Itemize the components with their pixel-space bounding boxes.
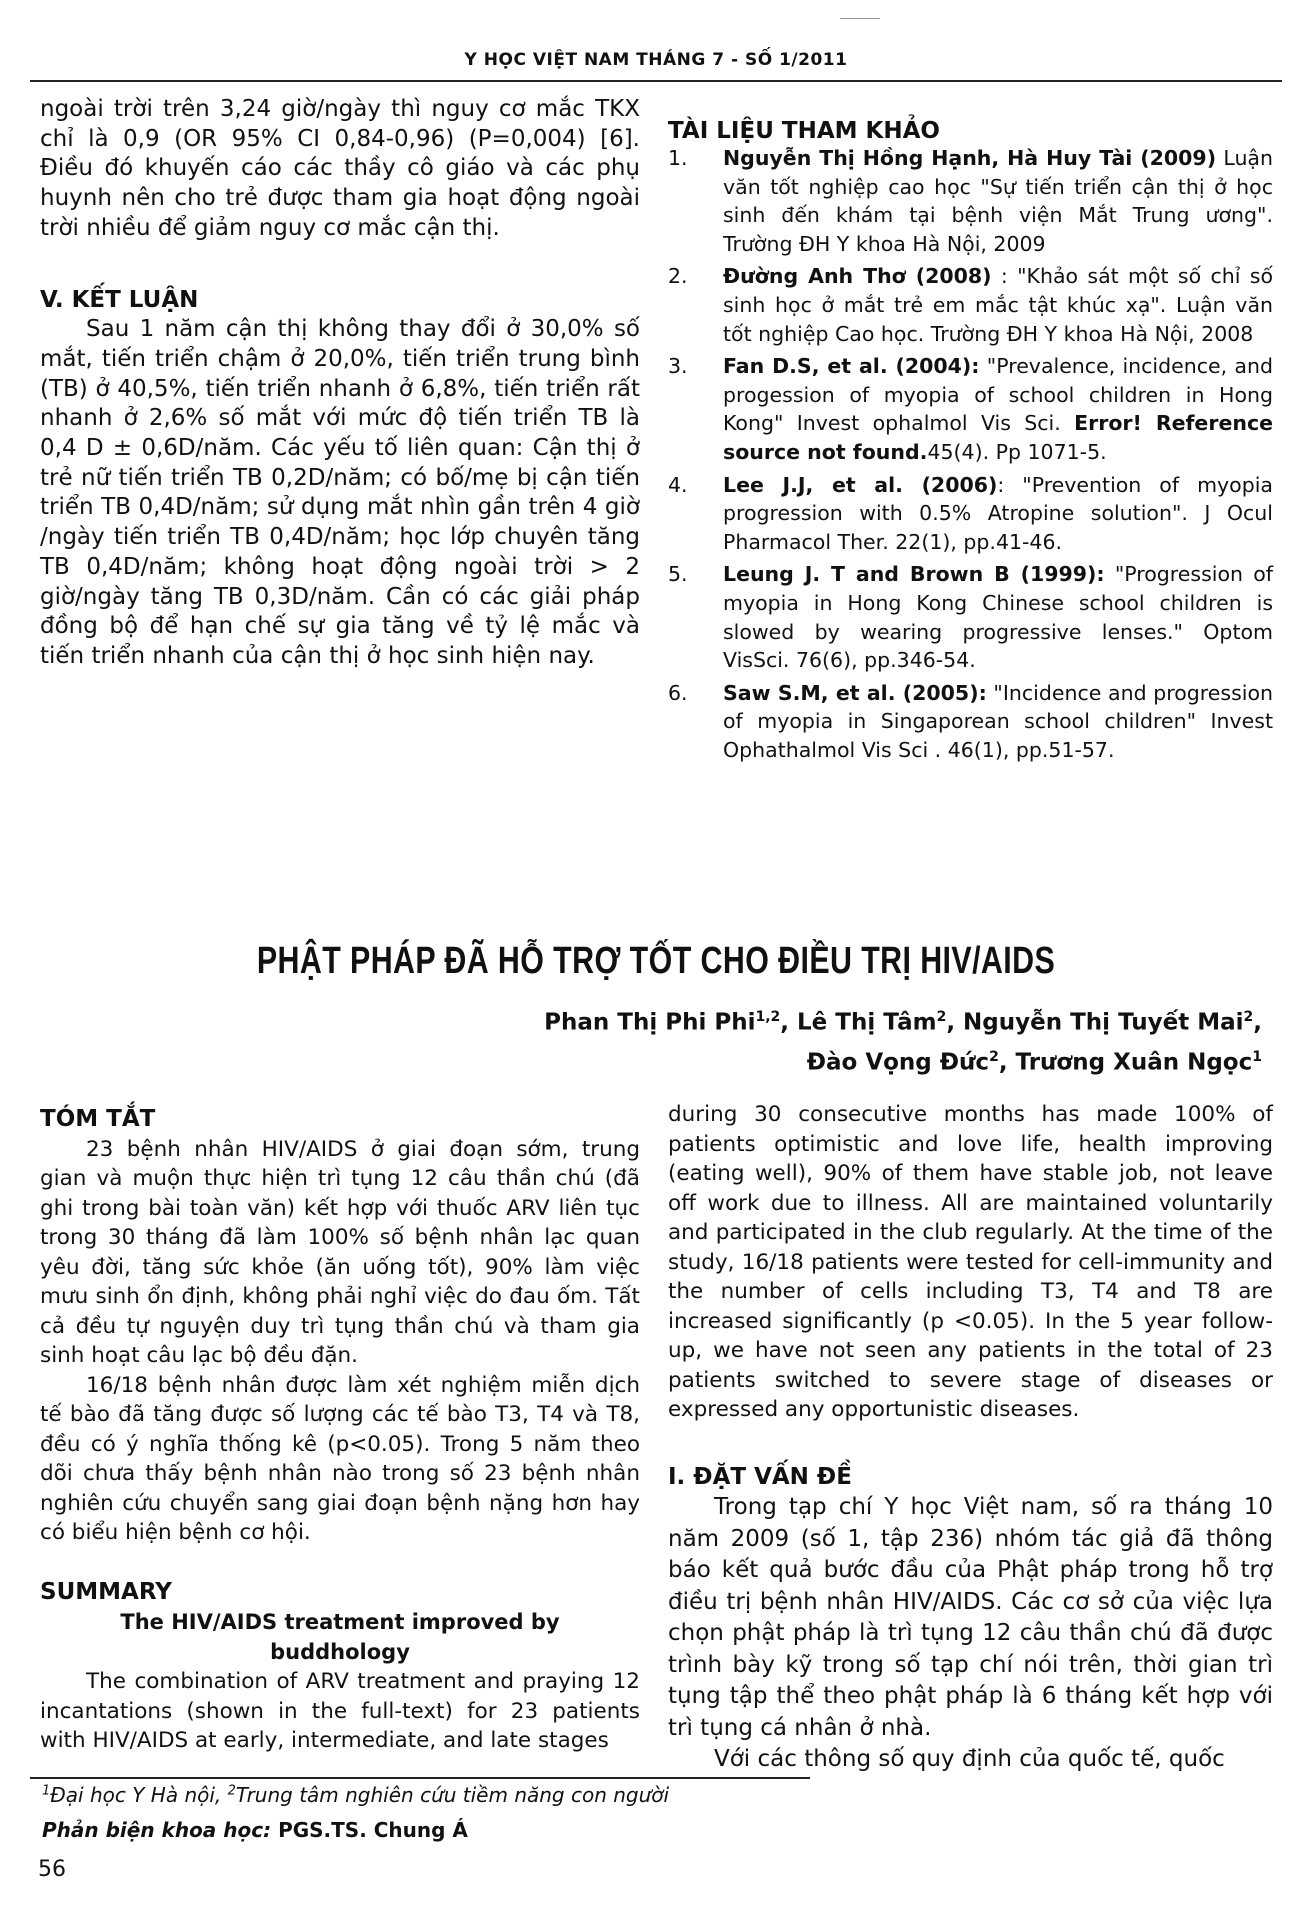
author-name: Đào Vọng Đức — [806, 1049, 990, 1076]
section-paragraph: Với các thông số quy định của quốc tế, quốc — [714, 1746, 1225, 1772]
reference-list — [668, 144, 1273, 764]
reference-authors: Nguyễn Thị Hồng Hạnh, Hà Huy Tài (2009) — [723, 146, 1217, 170]
reference-text — [723, 679, 1273, 765]
reference-text — [723, 471, 1273, 557]
reference-error-note: Error! Reference source not found. — [723, 411, 1273, 464]
authors-line-1 — [362, 1000, 1262, 1040]
authors-line-2 — [362, 1040, 1262, 1080]
reference-text — [723, 262, 1273, 348]
reference-body: : "Khảo sát một số chỉ số sinh học ở mắt trẻ em mắc tật khúc xạ". Luận văn tốt nghiệp Cao học. Trường ĐH Y khoa Hà Nội, 2008 — [723, 264, 1273, 346]
author-affiliation-mark: 2 — [936, 1009, 947, 1025]
reference-item — [668, 144, 1273, 258]
top-mark — [840, 18, 880, 19]
reference-body: Luận văn tốt nghiệp cao học "Sự tiến triển cận thị ở học sinh đến khám tại bệnh viện Mắt Trung ương". Trường ĐH Y khoa Hà Nội, 2009 — [723, 146, 1273, 256]
reference-item — [668, 471, 1273, 557]
author-name: , Lê Thị Tâm — [780, 1009, 937, 1036]
journal-header: Y HỌC VIỆT NAM THÁNG 7 - SỐ 1/2011 — [464, 50, 848, 70]
reference-number: 2. — [668, 264, 688, 289]
author-affiliation-mark: 2 — [1243, 1009, 1254, 1025]
reviewer-line — [42, 1818, 468, 1842]
author-affiliation-mark: 1 — [1252, 1048, 1262, 1065]
author-name: , Nguyễn Thị Tuyết Mai — [946, 1009, 1244, 1036]
reference-item — [668, 560, 1273, 674]
header-rule — [30, 80, 1282, 82]
reference-number: 5. — [668, 562, 688, 587]
reference-body: "Incidence and progression of myopia in Singaporean school children" Invest Ophathalmol Vis Sci . 46(1), pp.51-57. — [723, 680, 1273, 762]
reviewer-name: PGS.TS. Chung Á — [271, 1818, 468, 1842]
summary-title: The HIV/AIDS treatment improved by buddhology — [120, 1610, 560, 1664]
intro-paragraph: ngoài trời trên 3,24 giờ/ngày thì nguy cơ mắc TKX chỉ là 0,9 (OR 95% CI 0,84-0,96) (P=0,004) [6]. Điều đó khuyến cáo các thầy cô giáo và các phụ huynh nên cho trẻ được tham gia hoạt động ngoài trời nhiều để giảm nguy cơ mắc cận thị. — [40, 96, 640, 241]
section-paragraph: Trong tạp chí Y học Việt nam, số ra tháng 10 năm 2009 (số 1, tập 236) nhóm tác giả đã thông báo kết quả bước đầu của Phật pháp trong hỗ trợ điều trị bệnh nhân HIV/AIDS. Các cơ sở của việc lựa chọn phật pháp là trì tụng 12 câu thần chú đã được trình bày kỹ trong số tạp chí nói trên, thời gian trì tụng tập thể theo phật pháp là 6 tháng kết hợp với trì tụng cá nhân ở nhà. — [668, 1494, 1273, 1741]
reference-item — [668, 262, 1273, 348]
reference-item — [668, 352, 1273, 466]
left-bottom-column — [40, 1105, 640, 1756]
affiliation-mark: 2 — [227, 1783, 236, 1799]
reference-text — [723, 144, 1273, 258]
reviewer-label: Phản biện khoa học: — [42, 1818, 272, 1842]
affiliations-footnote — [42, 1783, 669, 1807]
affiliation-mark: 1 — [42, 1783, 51, 1799]
reference-authors: Fan D.S, et al. (2004): — [723, 354, 980, 379]
abstract-paragraph: 16/18 bệnh nhân được làm xét nghiệm miễn dịch tế bào đã tăng được số lượng các tế bào T3, T4 và T8, đều có ý nghĩa thống kê (p<0.05). Trong 5 năm theo dõi chưa thấy bệnh nhân nào trong số 23 bệnh nhân nghiên cứu chuyển sang giai đoạn bệnh nặng hơn hay có biểu hiện bệnh cơ hội. — [40, 1372, 640, 1545]
footnote-rule — [30, 1777, 810, 1779]
author-name: , Trương Xuân Ngọc — [998, 1049, 1253, 1076]
reference-item — [668, 679, 1273, 765]
author-affiliation-mark: 2 — [989, 1048, 999, 1065]
reference-text — [723, 352, 1273, 466]
reference-authors: Đường Anh Thơ (2008) — [723, 264, 992, 289]
summary-paragraph: The combination of ARV treatment and praying 12 incantations (shown in the full-text) for 23 patients with HIV/AIDS at early, intermediate, and late stages — [40, 1669, 640, 1753]
reference-number: 6. — [668, 680, 688, 705]
reference-number: 4. — [668, 472, 688, 497]
section-heading: I. ĐẶT VẤN ĐỀ — [668, 1463, 852, 1490]
author-affiliation-mark: 1,2 — [755, 1009, 781, 1025]
abstract-paragraph: 23 bệnh nhân HIV/AIDS ở giai đoạn sớm, trung gian và muộn thực hiện trì tụng 12 câu thần chú (đã ghi trong bài toàn văn) kết hợp với thuốc ARV liên tục trong 30 tháng đã làm 100% số bệnh nhân lạc quan yêu đời, tăng sức khỏe (ăn uống tốt), 90% làm việc mưu sinh ổn định, không phải nghỉ việc do đau ốm. Tất cả đều tự nguyện duy trì tụng thần chú và tham gia sinh hoạt câu lạc bộ đều đặn. — [40, 1136, 640, 1368]
page-number: 56 — [38, 1857, 66, 1882]
article-title: PHẬT PHÁP ĐÃ HỖ TRỢ TỐT CHO ĐIỀU TRỊ HIV/AIDS — [256, 940, 1056, 982]
conclusion-text: Sau 1 năm cận thị không thay đổi ở 30,0% số mắt, tiến triển chậm ở 20,0%, tiến triển trung bình (TB) ở 40,5%, tiến triển nhanh ở 6,8%, tiến triển rất nhanh ở 2,6% số mắt với mức độ tiến triển TB là 0,4 D ± 0,6D/năm. Các yếu tố liên quan: Cận thị ở trẻ nữ tiến triển TB 0,2D/năm; có bố/mẹ bị cận tiến triển TB 0,4D/năm; sử dụng mắt nhìn gần trên 4 giờ /ngày tiến triển TB 0,4D/năm; học lớp chuyên tăng TB 0,4D/năm; không hoạt động ngoài trời > 2 giờ/ngày tăng TB 0,3D/năm. Cần có các giải pháp đồng bộ để hạn chế sự gia tăng về tỷ lệ mắc và tiến triển nhanh của cận thị ở học sinh hiện nay. — [40, 316, 640, 669]
conclusion-heading: V. KẾT LUẬN — [40, 286, 199, 313]
summary-continuation: during 30 consecutive months has made 100% of patients optimistic and love life, health improving (eating well), 90% of them have stable job, not leave off work due to illness. All are maintained voluntarily and participated in the club regularly. At the time of the study, 16/18 patients were tested for cell-immunity and the number of cells including T3, T4 and T8 are increased significantly (p <0.05). In the 5 year follow-up, we have not seen any patients in the total of 23 patients switched to severe stage of diseases or expressed any opportunistic diseases. — [668, 1102, 1273, 1422]
reference-text — [723, 560, 1273, 674]
author-name: Phan Thị Phi Phi — [544, 1009, 756, 1036]
abstract-heading: TÓM TẮT — [40, 1106, 156, 1132]
reference-body: "Prevalence, incidence, and progession of myopia of school children in Hong Kong" Invest ophalmol Vis Sci. — [723, 354, 1273, 436]
references-heading: TÀI LIỆU THAM KHẢO — [668, 118, 940, 144]
summary-heading: SUMMARY — [40, 1578, 172, 1605]
reference-number: 3. — [668, 354, 688, 379]
affiliation: Đại học Y Hà nội, — [50, 1783, 228, 1807]
affiliation: Trung tâm nghiên cứu tiềm năng con người — [235, 1783, 670, 1807]
reference-body: "Progression of myopia in Hong Kong Chinese school children is slowed by wearing progressive lenses." Optom VisSci. 76(6), pp.346-54. — [723, 562, 1273, 673]
left-top-column — [40, 95, 640, 672]
reference-tail: 45(4). Pp 1071-5. — [927, 439, 1107, 464]
reference-authors: Leung J. T and Brown B (1999): — [723, 562, 1105, 587]
reference-authors: Lee J.J, et al. (2006) — [723, 472, 998, 497]
article-authors — [362, 1000, 1262, 1079]
references-column — [668, 118, 1273, 764]
right-bottom-column — [668, 1100, 1273, 1776]
reference-authors: Saw S.M, et al. (2005): — [723, 680, 987, 705]
reference-number: 1. — [668, 146, 688, 170]
author-separator: , — [1253, 1009, 1262, 1036]
reference-body: : "Prevention of myopia progression with 0.5% Atropine solution". J Ocul Pharmacol Ther. 22(1), pp.41-46. — [723, 472, 1273, 554]
